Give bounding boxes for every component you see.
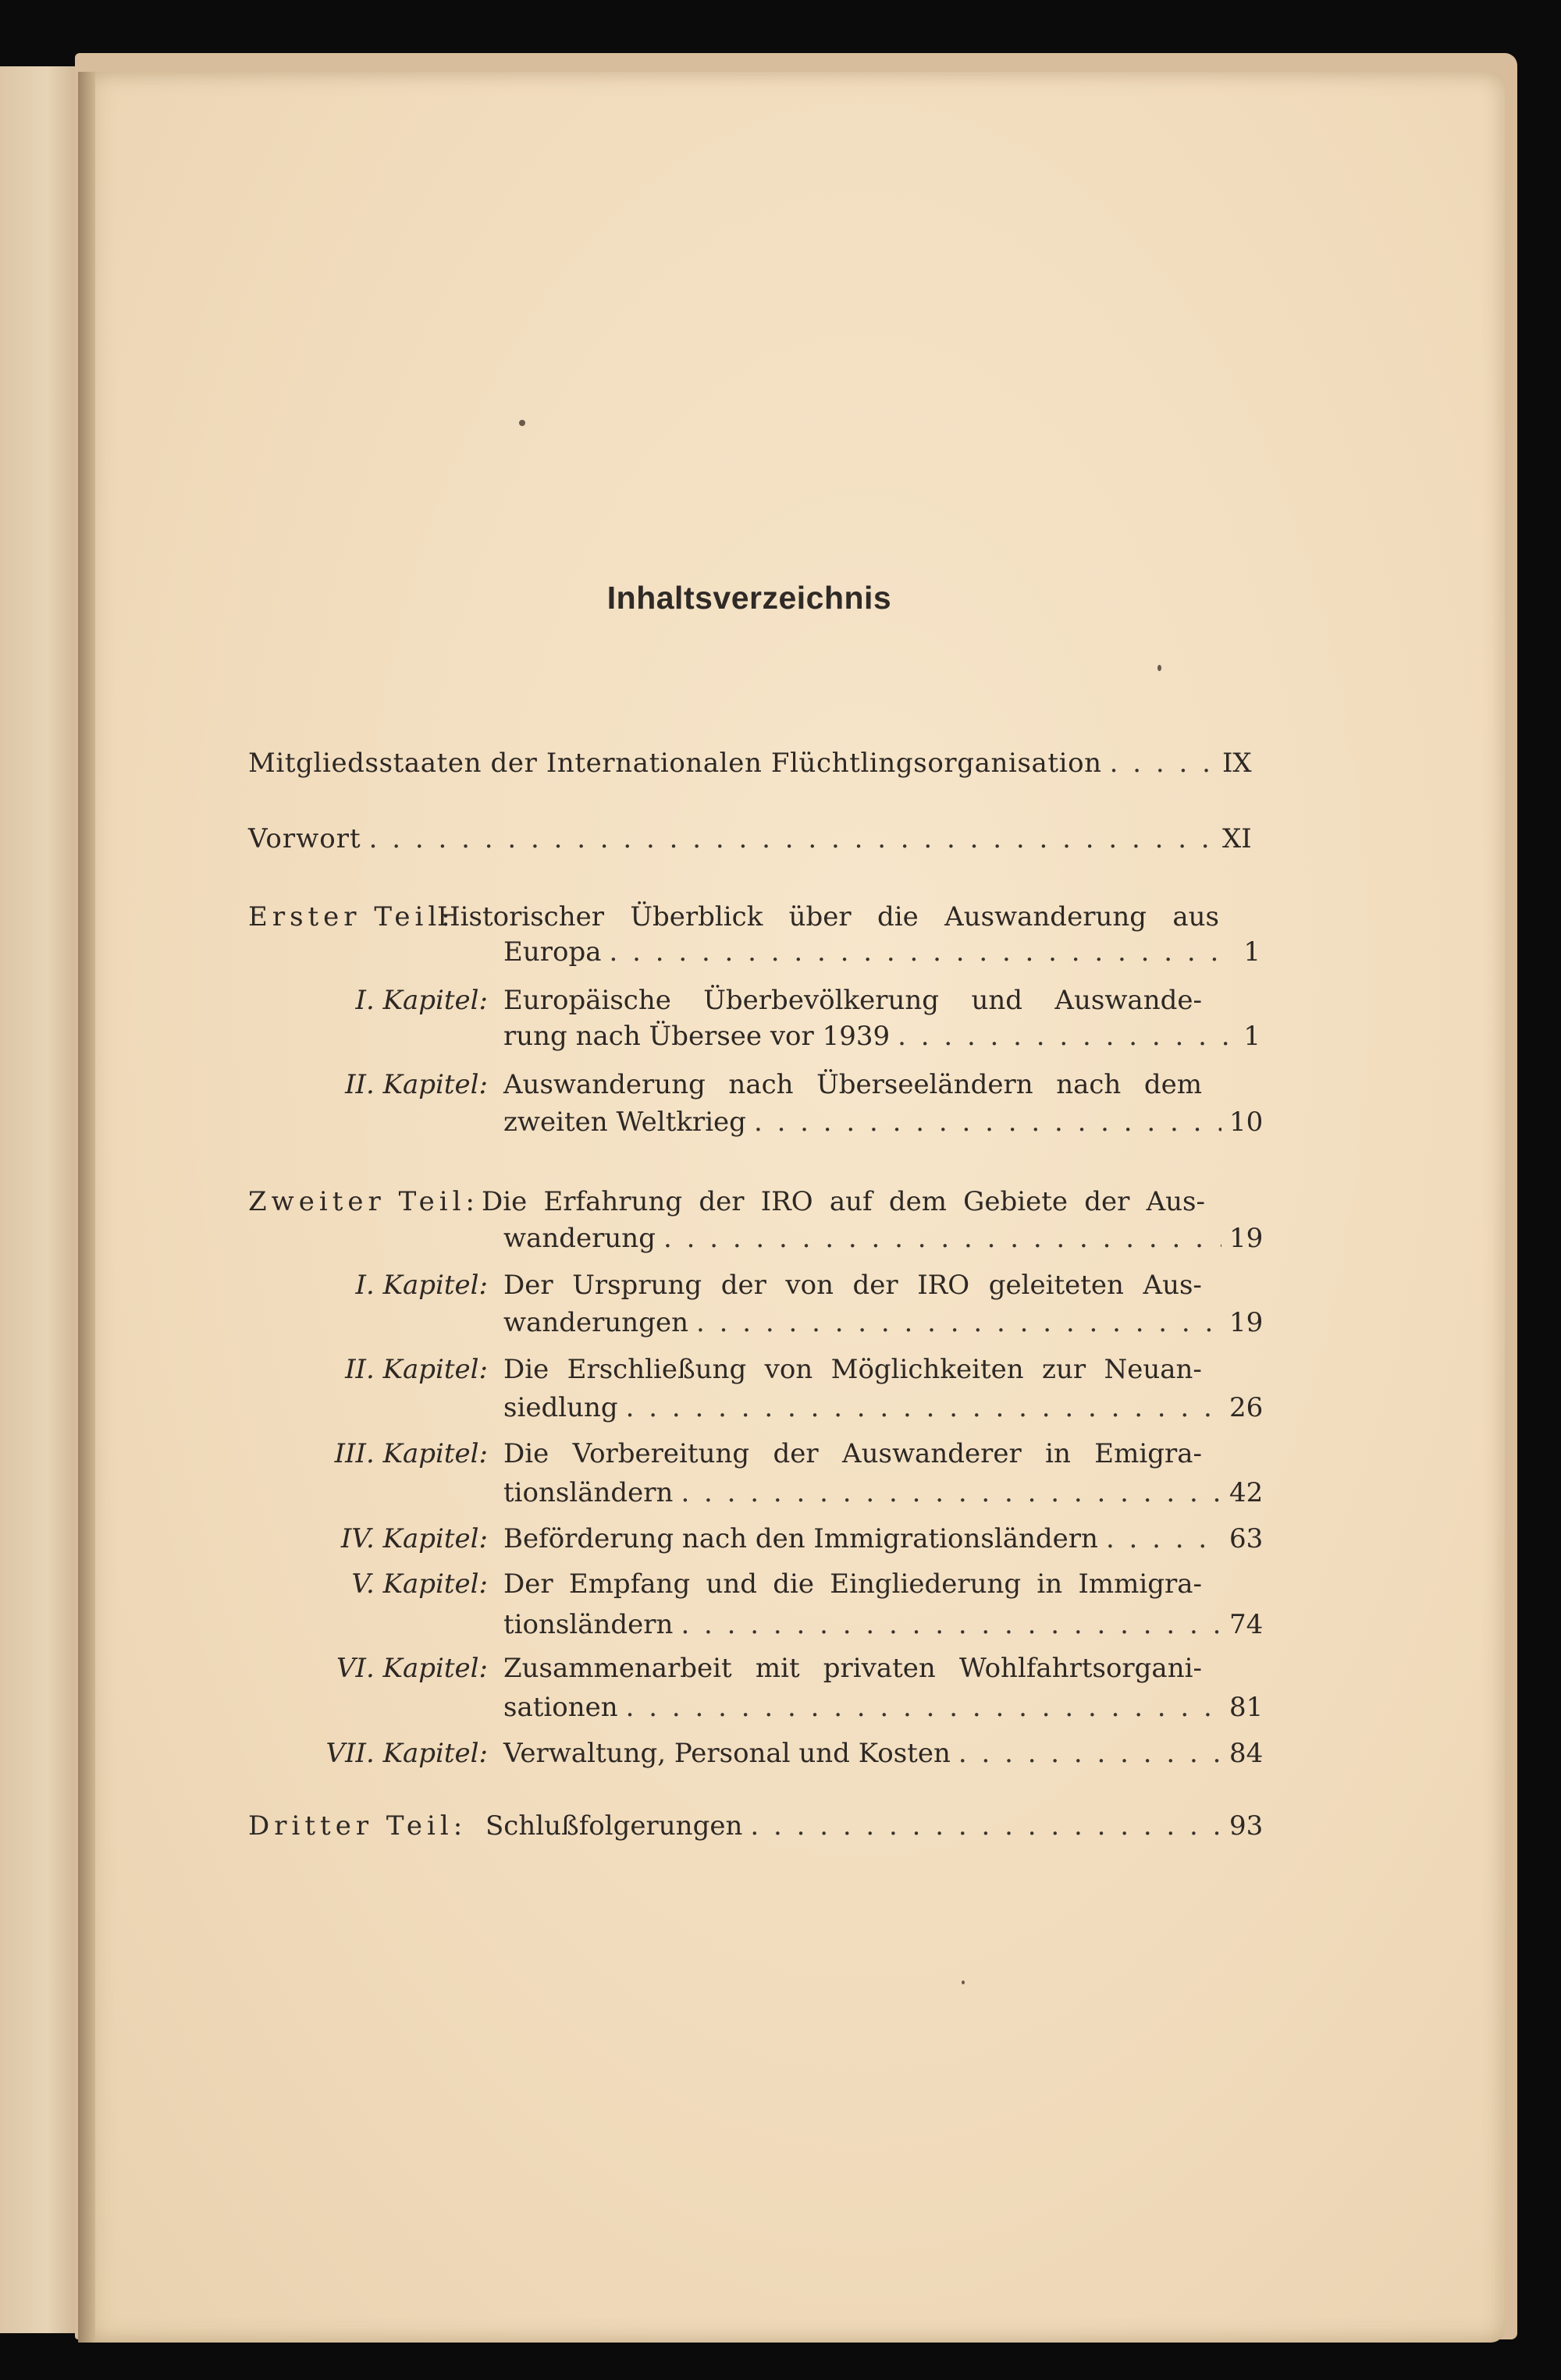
toc-entry-text: zweiten Weltkrieg [503, 1107, 746, 1138]
toc-page-number: 1 [1243, 936, 1261, 968]
toc-page-number: 1 [1243, 1021, 1261, 1052]
leader-dots [626, 1392, 1221, 1423]
chapter-label: II. Kapitel: [345, 1069, 488, 1100]
toc-entry [503, 1609, 1262, 1640]
toc-entry [503, 1692, 1262, 1723]
part-label: Dritter Teil: [248, 1810, 468, 1842]
toc-entry-text: Vorwort [248, 823, 361, 854]
leader-dots [898, 1021, 1232, 1052]
toc-entry-line: Der Empfang und die Eingliederung in Immigra- [503, 1568, 1202, 1600]
leader-dots [609, 936, 1232, 968]
toc-entry-text: Schlußfolgerungen [485, 1810, 743, 1842]
toc-entry [248, 748, 1263, 779]
toc-page-number: 81 [1229, 1692, 1264, 1723]
leader-dots [750, 1810, 1221, 1842]
page-gutter [78, 72, 95, 2343]
toc-page-number: 42 [1229, 1477, 1264, 1508]
toc-entry [503, 936, 1261, 968]
toc-page-number: 26 [1229, 1392, 1264, 1423]
toc-entry-line: Zusammenarbeit mit privaten Wohlfahrtsorgani- [503, 1653, 1202, 1684]
toc-entry-text: sationen [503, 1692, 618, 1723]
toc-entry-text: tionsländern [503, 1477, 674, 1508]
leader-dots [369, 823, 1214, 854]
part-label: Erster Teil: [248, 901, 455, 932]
toc-entry-line: Die Erfahrung der IRO auf dem Gebiete der Aus- [482, 1186, 1205, 1217]
toc-entry-text: Europa [503, 936, 602, 968]
toc-entry-line: Europäische Überbevölkerung und Auswande- [503, 985, 1202, 1016]
toc-page-number: IX [1222, 748, 1252, 779]
toc-entry [503, 1307, 1262, 1338]
toc-entry-text: tionsländern [503, 1609, 674, 1640]
toc-entry [503, 1107, 1264, 1138]
paper-speck [1157, 665, 1161, 671]
toc-entry [503, 1021, 1261, 1052]
chapter-label: II. Kapitel: [345, 1354, 488, 1385]
toc-page-number: XI [1222, 823, 1252, 854]
leader-dots [696, 1307, 1221, 1338]
paper-speck [519, 420, 525, 426]
chapter-label: I. Kapitel: [355, 1270, 488, 1301]
toc-entry-line: Der Ursprung der von der IRO geleiteten Aus- [503, 1270, 1202, 1301]
toc-entry [248, 823, 1263, 854]
toc-entry-line: Historischer Überblick über die Auswanderung aus [437, 901, 1219, 932]
toc-page-number: 74 [1229, 1609, 1264, 1640]
toc-entry-line: Auswanderung nach Überseeländern nach dem [503, 1069, 1202, 1100]
toc-entry [485, 1810, 1262, 1842]
leader-dots [754, 1107, 1221, 1138]
page-title: Inhaltsverzeichnis [606, 580, 892, 616]
toc-entry-line: Die Erschließung von Möglichkeiten zur Neuan- [503, 1354, 1202, 1385]
toc-entry-line: Die Vorbereitung der Auswanderer in Emigra- [503, 1438, 1202, 1469]
toc-entry-text: rung nach Übersee vor 1939 [503, 1021, 891, 1052]
paper-speck [962, 1980, 965, 1984]
leader-dots [1106, 1523, 1221, 1554]
toc-page-number: 93 [1229, 1810, 1264, 1842]
chapter-label: VII. Kapitel: [325, 1738, 488, 1769]
leader-dots [626, 1692, 1221, 1723]
leader-dots [958, 1738, 1221, 1769]
toc-entry-text: Mitgliedsstaaten der Internationalen Flüchtlingsorganisation [248, 748, 1102, 779]
toc-page-number: 84 [1229, 1738, 1264, 1769]
toc-entry-text: wanderungen [503, 1307, 688, 1338]
chapter-label: IV. Kapitel: [340, 1523, 488, 1554]
chapter-label: VI. Kapitel: [336, 1653, 488, 1684]
toc-page-number: 19 [1229, 1307, 1264, 1338]
toc-entry-text: Beförderung nach den Immigrationsländern [503, 1523, 1098, 1554]
toc-entry [503, 1477, 1262, 1508]
toc-entry-text: wanderung [503, 1223, 656, 1254]
toc-entry-text: Verwaltung, Personal und Kosten [503, 1738, 951, 1769]
chapter-label: V. Kapitel: [351, 1568, 488, 1600]
toc-page-number: 10 [1229, 1107, 1264, 1138]
toc-page-number: 19 [1229, 1223, 1264, 1254]
chapter-label: III. Kapitel: [334, 1438, 488, 1469]
toc-entry-text: siedlung [503, 1392, 618, 1423]
facing-page-edge [0, 66, 86, 2333]
toc-entry [503, 1523, 1262, 1554]
leader-dots [663, 1223, 1221, 1254]
leader-dots [681, 1609, 1221, 1640]
leader-dots [1110, 748, 1214, 779]
toc-entry [503, 1223, 1262, 1254]
leader-dots [681, 1477, 1221, 1508]
toc-entry [503, 1392, 1262, 1423]
chapter-label: I. Kapitel: [355, 985, 488, 1016]
toc-entry [503, 1738, 1262, 1769]
toc-page-number: 63 [1229, 1523, 1264, 1554]
part-label: Zweiter Teil: [248, 1186, 479, 1217]
